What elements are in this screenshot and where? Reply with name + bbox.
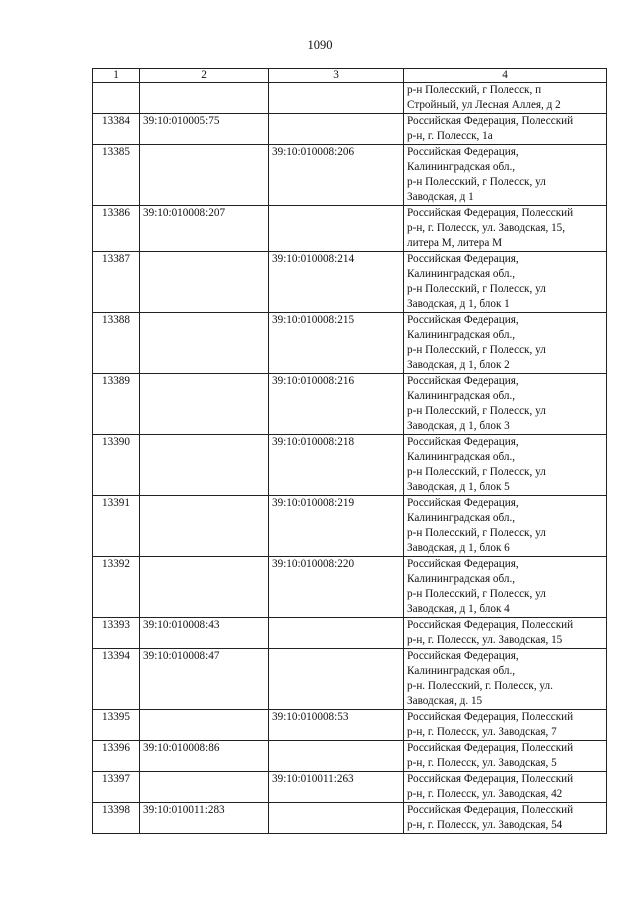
cadastral-number-cell: 39:10:010011:283 — [140, 803, 269, 834]
address-line: р-н, г. Полесск, ул. Заводская, 15, — [407, 222, 566, 234]
cadastral-number-cell — [140, 435, 269, 496]
address-line: Стройный, ул Лесная Аллея, д 2 — [407, 99, 561, 111]
address-line: Российская Федерация, — [407, 375, 519, 387]
address-line: Заводская, д 1, блок 2 — [407, 359, 510, 371]
address-cell — [404, 710, 607, 741]
row-number-cell: 13384 — [93, 114, 140, 145]
table-row — [93, 313, 607, 374]
column-header: 1 — [93, 69, 140, 83]
address-cell — [404, 252, 607, 313]
address-cell — [404, 772, 607, 803]
object-cadastral-number-cell — [269, 649, 404, 710]
address-line: Российская Федерация, — [407, 314, 519, 326]
object-cadastral-number-cell — [269, 114, 404, 145]
address-cell — [404, 374, 607, 435]
table-row — [93, 557, 607, 618]
address-line: Российская Федерация, — [407, 558, 519, 570]
cadastral-number-cell — [140, 772, 269, 803]
address-line: Калининградская обл., — [407, 573, 516, 585]
address-line: р-н Полесский, г Полесск, ул — [407, 405, 546, 417]
address-line: Российская Федерация, Полесский — [407, 207, 574, 219]
address-cell — [404, 649, 607, 710]
cadastral-number-cell — [140, 374, 269, 435]
registry-table — [92, 68, 607, 834]
address-line: Российская Федерация, — [407, 146, 519, 158]
row-number-cell: 13393 — [93, 618, 140, 649]
cadastral-number-cell — [140, 313, 269, 374]
row-number-cell: 13394 — [93, 649, 140, 710]
table-header-row — [93, 69, 607, 83]
address-line: Заводская, д 1, блок 6 — [407, 542, 510, 554]
object-cadastral-number-cell — [269, 803, 404, 834]
table-row — [93, 710, 607, 741]
table-row — [93, 803, 607, 834]
address-cell — [404, 435, 607, 496]
address-line: литера М, литера М — [407, 237, 503, 249]
address-line: Российская Федерация, Полесский — [407, 773, 574, 785]
cadastral-number-cell — [140, 83, 269, 114]
row-number-cell: 13385 — [93, 145, 140, 206]
column-header: 2 — [140, 69, 269, 83]
row-number-cell: 13396 — [93, 741, 140, 772]
object-cadastral-number-cell: 39:10:010008:206 — [269, 145, 404, 206]
object-cadastral-number-cell: 39:10:010008:218 — [269, 435, 404, 496]
table-row — [93, 83, 607, 114]
row-number-cell: 13391 — [93, 496, 140, 557]
row-number-cell: 13389 — [93, 374, 140, 435]
table-row — [93, 206, 607, 252]
cadastral-number-cell: 39:10:010008:47 — [140, 649, 269, 710]
address-line: Калининградская обл., — [407, 451, 516, 463]
address-line: р-н Полесский, г Полесск, п — [407, 84, 542, 96]
row-number-cell: 13388 — [93, 313, 140, 374]
address-line: Российская Федерация, — [407, 650, 519, 662]
row-number-cell: 13392 — [93, 557, 140, 618]
table-row — [93, 252, 607, 313]
address-line: р-н Полесский, г Полесск, ул — [407, 283, 546, 295]
address-line: р-н, г. Полесск, ул. Заводская, 15 — [407, 634, 563, 646]
row-number-cell: 13386 — [93, 206, 140, 252]
row-number-cell: 13397 — [93, 772, 140, 803]
address-line: Заводская, д 1, блок 1 — [407, 298, 510, 310]
column-header: 4 — [404, 69, 607, 83]
cadastral-number-cell: 39:10:010008:86 — [140, 741, 269, 772]
cadastral-number-cell — [140, 710, 269, 741]
address-cell — [404, 114, 607, 145]
address-line: Заводская, д 1, блок 3 — [407, 420, 510, 432]
object-cadastral-number-cell: 39:10:010008:220 — [269, 557, 404, 618]
address-cell — [404, 557, 607, 618]
cadastral-number-cell — [140, 557, 269, 618]
object-cadastral-number-cell — [269, 618, 404, 649]
address-line: р-н, г. Полесск, ул. Заводская, 7 — [407, 726, 557, 738]
address-cell — [404, 206, 607, 252]
table-row — [93, 772, 607, 803]
address-line: Калининградская обл., — [407, 665, 516, 677]
address-line: р-н, г. Полесск, ул. Заводская, 42 — [407, 788, 563, 800]
address-line: Заводская, д 1 — [407, 191, 474, 203]
cadastral-number-cell — [140, 496, 269, 557]
address-line: Калининградская обл., — [407, 329, 516, 341]
address-line: Калининградская обл., — [407, 390, 516, 402]
cadastral-number-cell — [140, 145, 269, 206]
object-cadastral-number-cell: 39:10:010008:214 — [269, 252, 404, 313]
object-cadastral-number-cell — [269, 206, 404, 252]
address-cell — [404, 496, 607, 557]
row-number-cell — [93, 83, 140, 114]
table-row — [93, 114, 607, 145]
table-row — [93, 496, 607, 557]
object-cadastral-number-cell: 39:10:010008:219 — [269, 496, 404, 557]
address-line: Заводская, д 1, блок 4 — [407, 603, 510, 615]
address-cell — [404, 741, 607, 772]
cadastral-number-cell: 39:10:010008:207 — [140, 206, 269, 252]
table-row — [93, 145, 607, 206]
address-line: р-н. Полесский, г. Полесск, ул. — [407, 680, 553, 692]
address-line: Российская Федерация, Полесский — [407, 619, 574, 631]
row-number-cell: 13387 — [93, 252, 140, 313]
address-line: р-н, г. Полесск, ул. Заводская, 5 — [407, 757, 557, 769]
address-line: Российская Федерация, — [407, 253, 519, 265]
table-body — [93, 83, 607, 834]
row-number-cell: 13390 — [93, 435, 140, 496]
address-line: Российская Федерация, — [407, 436, 519, 448]
table-row — [93, 435, 607, 496]
cadastral-number-cell: 39:10:010005:75 — [140, 114, 269, 145]
address-line: Российская Федерация, Полесский — [407, 804, 574, 816]
row-number-cell: 13398 — [93, 803, 140, 834]
table-row — [93, 618, 607, 649]
object-cadastral-number-cell — [269, 741, 404, 772]
address-line: р-н, г. Полесск, ул. Заводская, 54 — [407, 819, 563, 831]
address-line: Заводская, д 1, блок 5 — [407, 481, 510, 493]
address-line: Российская Федерация, Полесский — [407, 711, 574, 723]
object-cadastral-number-cell: 39:10:010008:216 — [269, 374, 404, 435]
object-cadastral-number-cell: 39:10:010011:263 — [269, 772, 404, 803]
address-line: р-н Полесский, г Полесск, ул — [407, 588, 546, 600]
object-cadastral-number-cell: 39:10:010008:215 — [269, 313, 404, 374]
address-line: Калининградская обл., — [407, 161, 516, 173]
address-line: Российская Федерация, Полесский — [407, 742, 574, 754]
address-cell — [404, 618, 607, 649]
address-line: р-н, г. Полесск, 1а — [407, 130, 493, 142]
table-row — [93, 649, 607, 710]
object-cadastral-number-cell: 39:10:010008:53 — [269, 710, 404, 741]
address-cell — [404, 145, 607, 206]
address-line: р-н Полесский, г Полесск, ул — [407, 527, 546, 539]
address-line: р-н Полесский, г Полесск, ул — [407, 344, 546, 356]
cadastral-number-cell: 39:10:010008:43 — [140, 618, 269, 649]
cadastral-number-cell — [140, 252, 269, 313]
address-line: Заводская, д. 15 — [407, 695, 483, 707]
column-header: 3 — [269, 69, 404, 83]
table-row — [93, 741, 607, 772]
address-line: Калининградская обл., — [407, 512, 516, 524]
address-line: р-н Полесский, г Полесск, ул — [407, 466, 546, 478]
address-cell — [404, 803, 607, 834]
address-line: р-н Полесский, г Полесск, ул — [407, 176, 546, 188]
table-row — [93, 374, 607, 435]
address-cell — [404, 313, 607, 374]
address-cell — [404, 83, 607, 114]
address-line: Калининградская обл., — [407, 268, 516, 280]
address-line: Российская Федерация, Полесский — [407, 115, 574, 127]
object-cadastral-number-cell — [269, 83, 404, 114]
page-number: 1090 — [307, 38, 333, 52]
address-line: Российская Федерация, — [407, 497, 519, 509]
row-number-cell: 13395 — [93, 710, 140, 741]
